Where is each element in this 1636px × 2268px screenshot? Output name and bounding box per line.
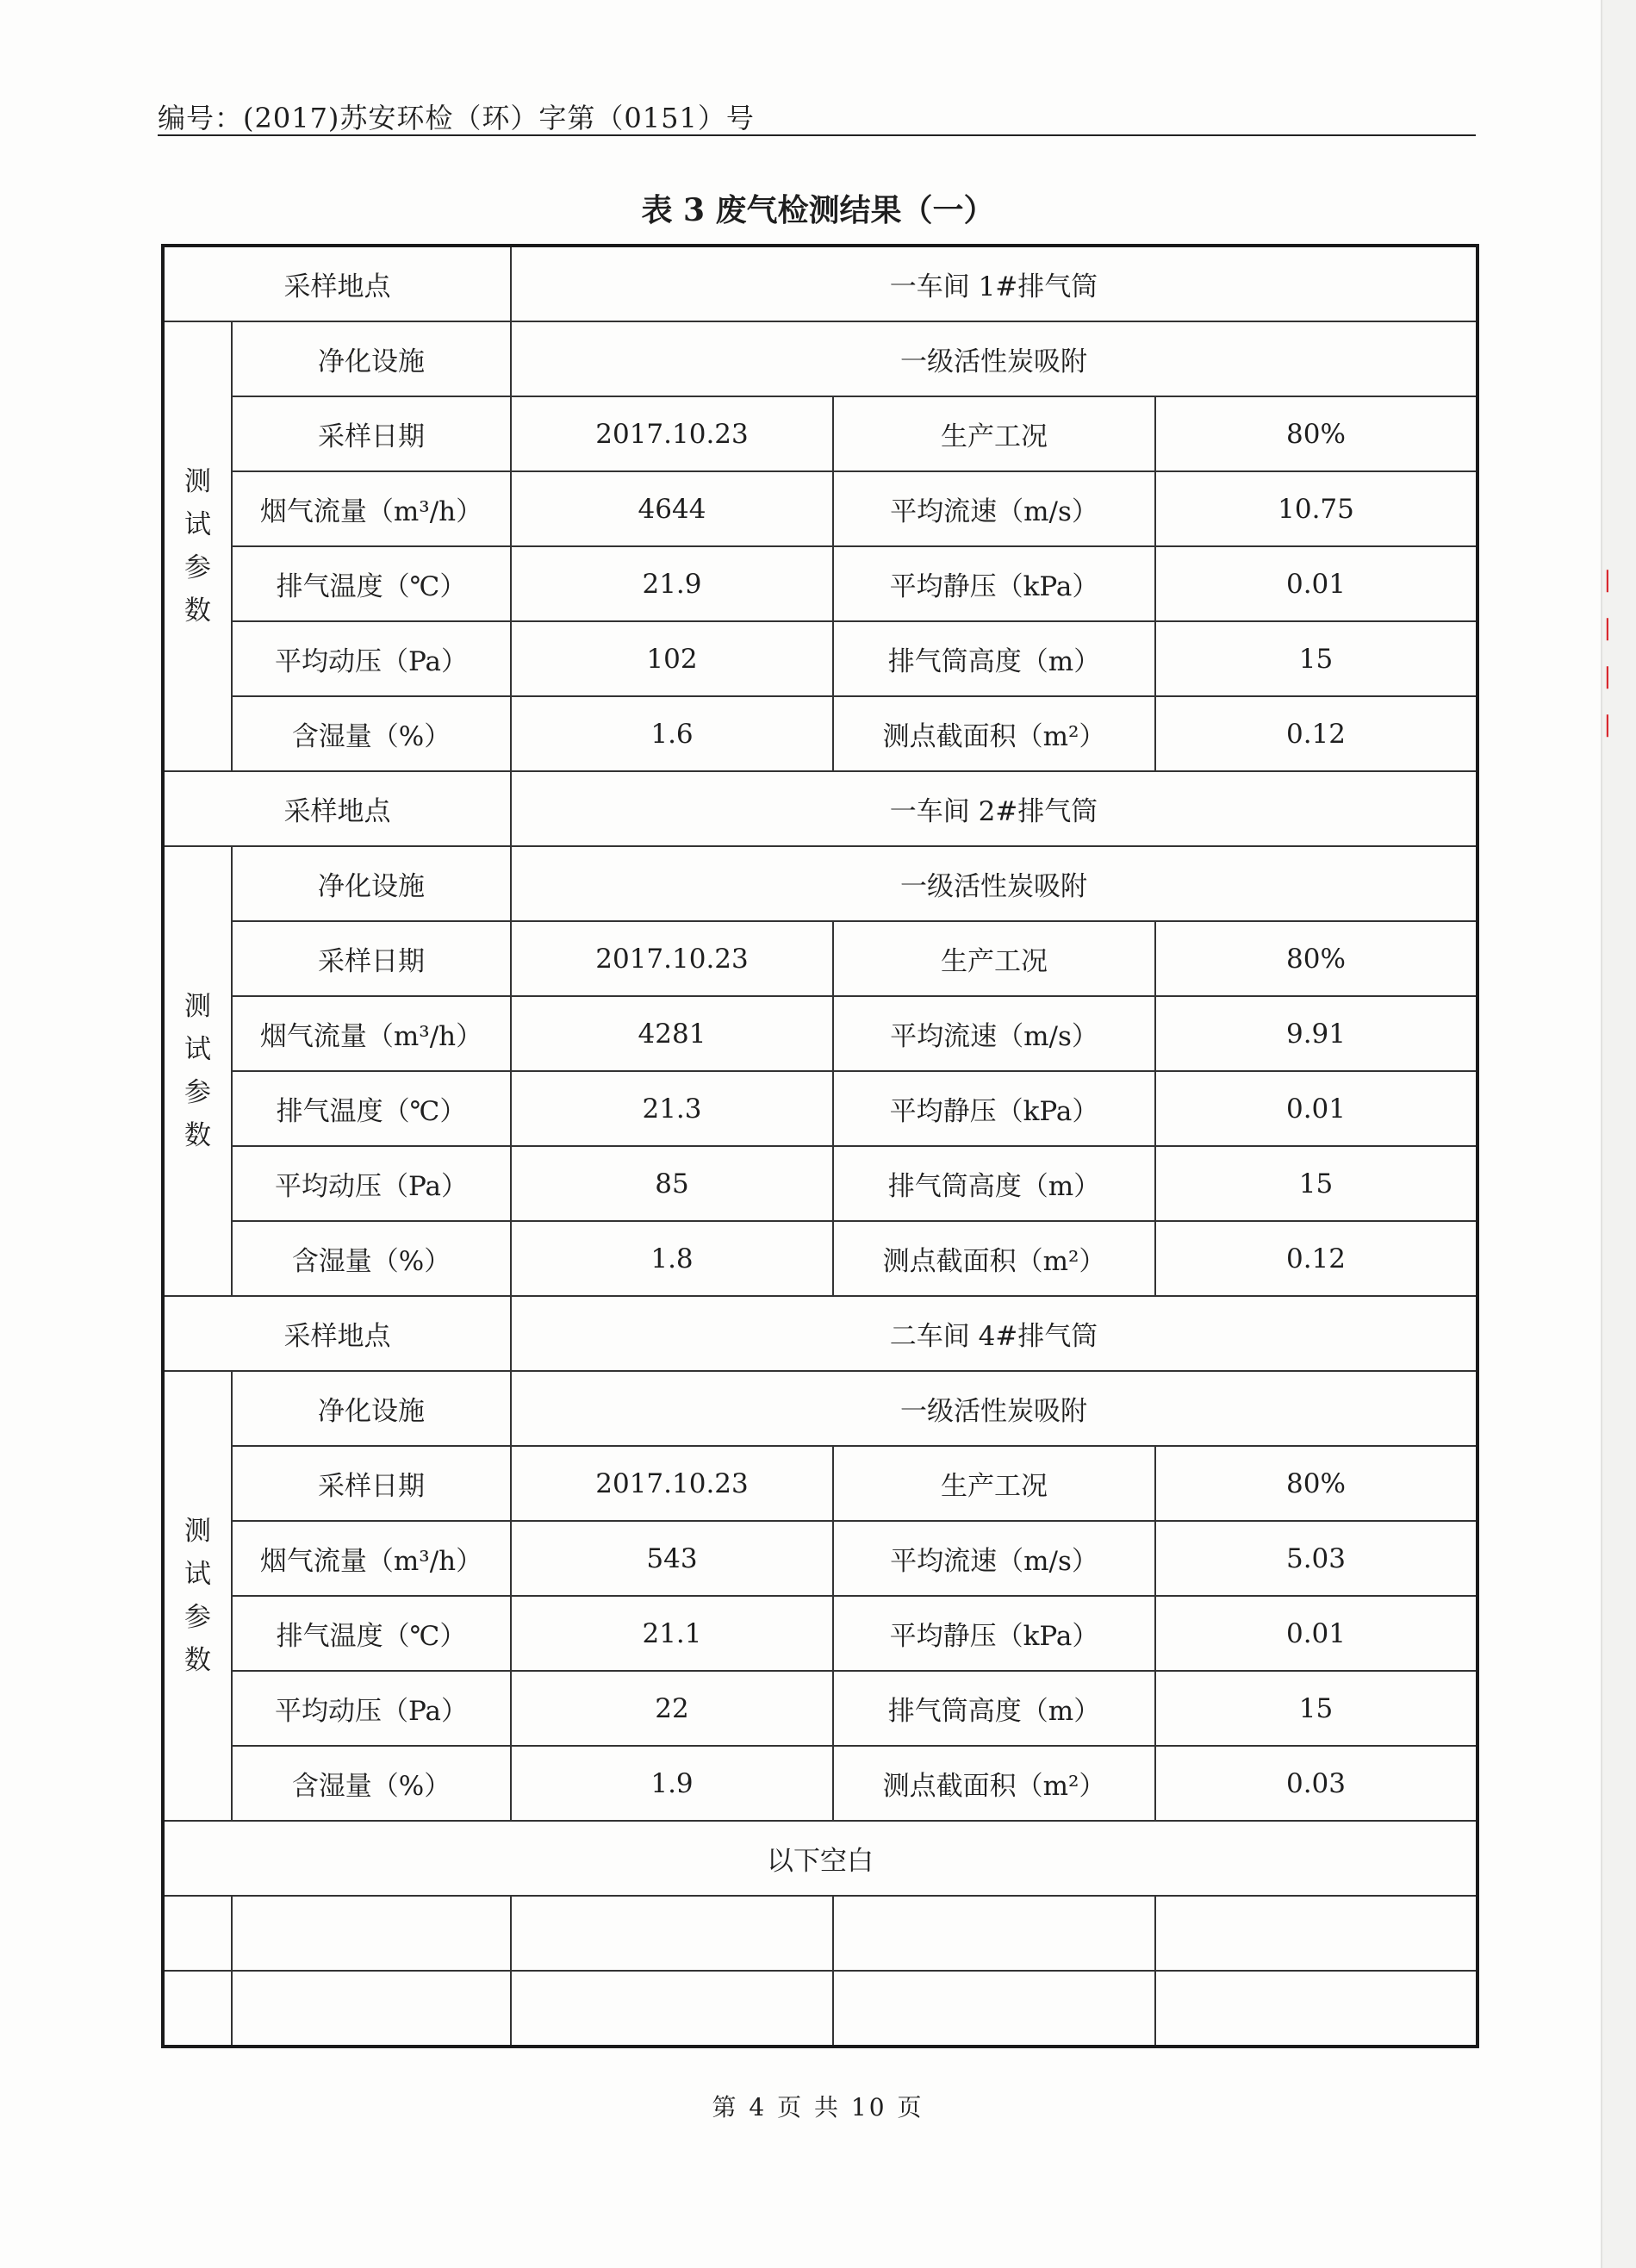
parameter-row bbox=[163, 1521, 1477, 1596]
condition-value: 80% bbox=[1155, 1446, 1477, 1521]
parameter-row bbox=[163, 621, 1477, 696]
parameter-row bbox=[163, 546, 1477, 621]
group-label: 测 试 参 数 bbox=[163, 846, 232, 1296]
stack-height-value: 15 bbox=[1155, 1671, 1477, 1746]
location-value: 二车间 4#排气筒 bbox=[511, 1296, 1477, 1371]
group-label: 测 试 参 数 bbox=[163, 321, 232, 771]
blank-note: 以下空白 bbox=[163, 1821, 1477, 1896]
condition-label: 生产工况 bbox=[833, 1446, 1155, 1521]
location-label: 采样地点 bbox=[163, 1296, 511, 1371]
parameter-row bbox=[163, 1446, 1477, 1521]
date-value: 2017.10.23 bbox=[511, 1446, 833, 1521]
flow-label: 烟气流量（m³/h） bbox=[232, 471, 511, 546]
location-value: 一车间 2#排气筒 bbox=[511, 771, 1477, 846]
humidity-value: 1.9 bbox=[511, 1746, 833, 1821]
facility-value: 一级活性炭吸附 bbox=[511, 846, 1477, 921]
empty-cell bbox=[833, 1896, 1155, 1971]
table-title: 表 3 废气检测结果（一） bbox=[641, 192, 995, 228]
red-seal-fragment: ❘ ❘ ❘ ❘ bbox=[1598, 567, 1617, 738]
parameter-row bbox=[163, 1671, 1477, 1746]
empty-cell bbox=[1155, 1971, 1477, 2047]
dynamic-pressure-label: 平均动压（Pa） bbox=[232, 621, 511, 696]
temperature-label: 排气温度（℃） bbox=[232, 1071, 511, 1146]
velocity-value: 5.03 bbox=[1155, 1521, 1477, 1596]
parameter-row bbox=[163, 1071, 1477, 1146]
humidity-value: 1.6 bbox=[511, 696, 833, 771]
location-label: 采样地点 bbox=[163, 771, 511, 846]
date-value: 2017.10.23 bbox=[511, 921, 833, 996]
empty-row bbox=[163, 1971, 1477, 2047]
dynamic-pressure-value: 85 bbox=[511, 1146, 833, 1221]
velocity-value: 9.91 bbox=[1155, 996, 1477, 1071]
dynamic-pressure-value: 102 bbox=[511, 621, 833, 696]
group-label: 测 试 参 数 bbox=[163, 1371, 232, 1821]
parameter-row bbox=[163, 996, 1477, 1071]
static-pressure-label: 平均静压（kPa） bbox=[833, 1071, 1155, 1146]
facility-label: 净化设施 bbox=[232, 846, 511, 921]
document-number: 编号：(2017)苏安环检（环）字第（0151）号 bbox=[158, 102, 755, 134]
empty-cell bbox=[511, 1896, 833, 1971]
static-pressure-label: 平均静压（kPa） bbox=[833, 546, 1155, 621]
facility-row bbox=[163, 846, 1477, 921]
flow-label: 烟气流量（m³/h） bbox=[232, 1521, 511, 1596]
empty-cell bbox=[1155, 1896, 1477, 1971]
parameter-row bbox=[163, 921, 1477, 996]
stack-height-label: 排气筒高度（m） bbox=[833, 1671, 1155, 1746]
parameter-row bbox=[163, 1221, 1477, 1296]
date-label: 采样日期 bbox=[232, 396, 511, 471]
parameter-row bbox=[163, 396, 1477, 471]
temperature-value: 21.3 bbox=[511, 1071, 833, 1146]
velocity-label: 平均流速（m/s） bbox=[833, 996, 1155, 1071]
humidity-label: 含湿量（%） bbox=[232, 1746, 511, 1821]
condition-value: 80% bbox=[1155, 396, 1477, 471]
date-value: 2017.10.23 bbox=[511, 396, 833, 471]
location-row bbox=[163, 771, 1477, 846]
empty-cell bbox=[232, 1896, 511, 1971]
static-pressure-value: 0.01 bbox=[1155, 1596, 1477, 1671]
scan-edge bbox=[1601, 0, 1636, 2268]
temperature-label: 排气温度（℃） bbox=[232, 546, 511, 621]
header-rule bbox=[158, 134, 1476, 136]
dynamic-pressure-value: 22 bbox=[511, 1671, 833, 1746]
flow-value: 4281 bbox=[511, 996, 833, 1071]
location-row bbox=[163, 1296, 1477, 1371]
table-body bbox=[163, 246, 1477, 2047]
dynamic-pressure-label: 平均动压（Pa） bbox=[232, 1146, 511, 1221]
empty-cell bbox=[511, 1971, 833, 2047]
static-pressure-value: 0.01 bbox=[1155, 1071, 1477, 1146]
temperature-label: 排气温度（℃） bbox=[232, 1596, 511, 1671]
facility-value: 一级活性炭吸附 bbox=[511, 321, 1477, 396]
static-pressure-value: 0.01 bbox=[1155, 546, 1477, 621]
empty-cell bbox=[833, 1971, 1155, 2047]
flow-label: 烟气流量（m³/h） bbox=[232, 996, 511, 1071]
velocity-value: 10.75 bbox=[1155, 471, 1477, 546]
velocity-label: 平均流速（m/s） bbox=[833, 1521, 1155, 1596]
page-footer: 第 4 页 共 10 页 bbox=[712, 2093, 924, 2122]
facility-label: 净化设施 bbox=[232, 1371, 511, 1446]
facility-label: 净化设施 bbox=[232, 321, 511, 396]
exhaust-gas-results-table bbox=[161, 244, 1479, 2048]
facility-row bbox=[163, 1371, 1477, 1446]
location-label: 采样地点 bbox=[163, 246, 511, 321]
humidity-value: 1.8 bbox=[511, 1221, 833, 1296]
condition-label: 生产工况 bbox=[833, 921, 1155, 996]
parameter-row bbox=[163, 696, 1477, 771]
static-pressure-label: 平均静压（kPa） bbox=[833, 1596, 1155, 1671]
parameter-row bbox=[163, 1596, 1477, 1671]
parameter-row bbox=[163, 1746, 1477, 1821]
temperature-value: 21.1 bbox=[511, 1596, 833, 1671]
parameter-row bbox=[163, 471, 1477, 546]
facility-value: 一级活性炭吸附 bbox=[511, 1371, 1477, 1446]
empty-cell bbox=[163, 1971, 232, 2047]
location-value: 一车间 1#排气筒 bbox=[511, 246, 1477, 321]
condition-label: 生产工况 bbox=[833, 396, 1155, 471]
facility-row bbox=[163, 321, 1477, 396]
date-label: 采样日期 bbox=[232, 921, 511, 996]
stack-height-value: 15 bbox=[1155, 1146, 1477, 1221]
empty-cell bbox=[232, 1971, 511, 2047]
empty-row bbox=[163, 1896, 1477, 1971]
area-value: 0.12 bbox=[1155, 1221, 1477, 1296]
temperature-value: 21.9 bbox=[511, 546, 833, 621]
flow-value: 543 bbox=[511, 1521, 833, 1596]
area-label: 测点截面积（m²） bbox=[833, 1746, 1155, 1821]
location-row bbox=[163, 246, 1477, 321]
velocity-label: 平均流速（m/s） bbox=[833, 471, 1155, 546]
area-label: 测点截面积（m²） bbox=[833, 1221, 1155, 1296]
parameter-row bbox=[163, 1146, 1477, 1221]
stack-height-label: 排气筒高度（m） bbox=[833, 1146, 1155, 1221]
stack-height-label: 排气筒高度（m） bbox=[833, 621, 1155, 696]
stack-height-value: 15 bbox=[1155, 621, 1477, 696]
area-value: 0.03 bbox=[1155, 1746, 1477, 1821]
blank-note-row bbox=[163, 1821, 1477, 1896]
dynamic-pressure-label: 平均动压（Pa） bbox=[232, 1671, 511, 1746]
flow-value: 4644 bbox=[511, 471, 833, 546]
condition-value: 80% bbox=[1155, 921, 1477, 996]
area-value: 0.12 bbox=[1155, 696, 1477, 771]
humidity-label: 含湿量（%） bbox=[232, 1221, 511, 1296]
humidity-label: 含湿量（%） bbox=[232, 696, 511, 771]
area-label: 测点截面积（m²） bbox=[833, 696, 1155, 771]
empty-cell bbox=[163, 1896, 232, 1971]
date-label: 采样日期 bbox=[232, 1446, 511, 1521]
